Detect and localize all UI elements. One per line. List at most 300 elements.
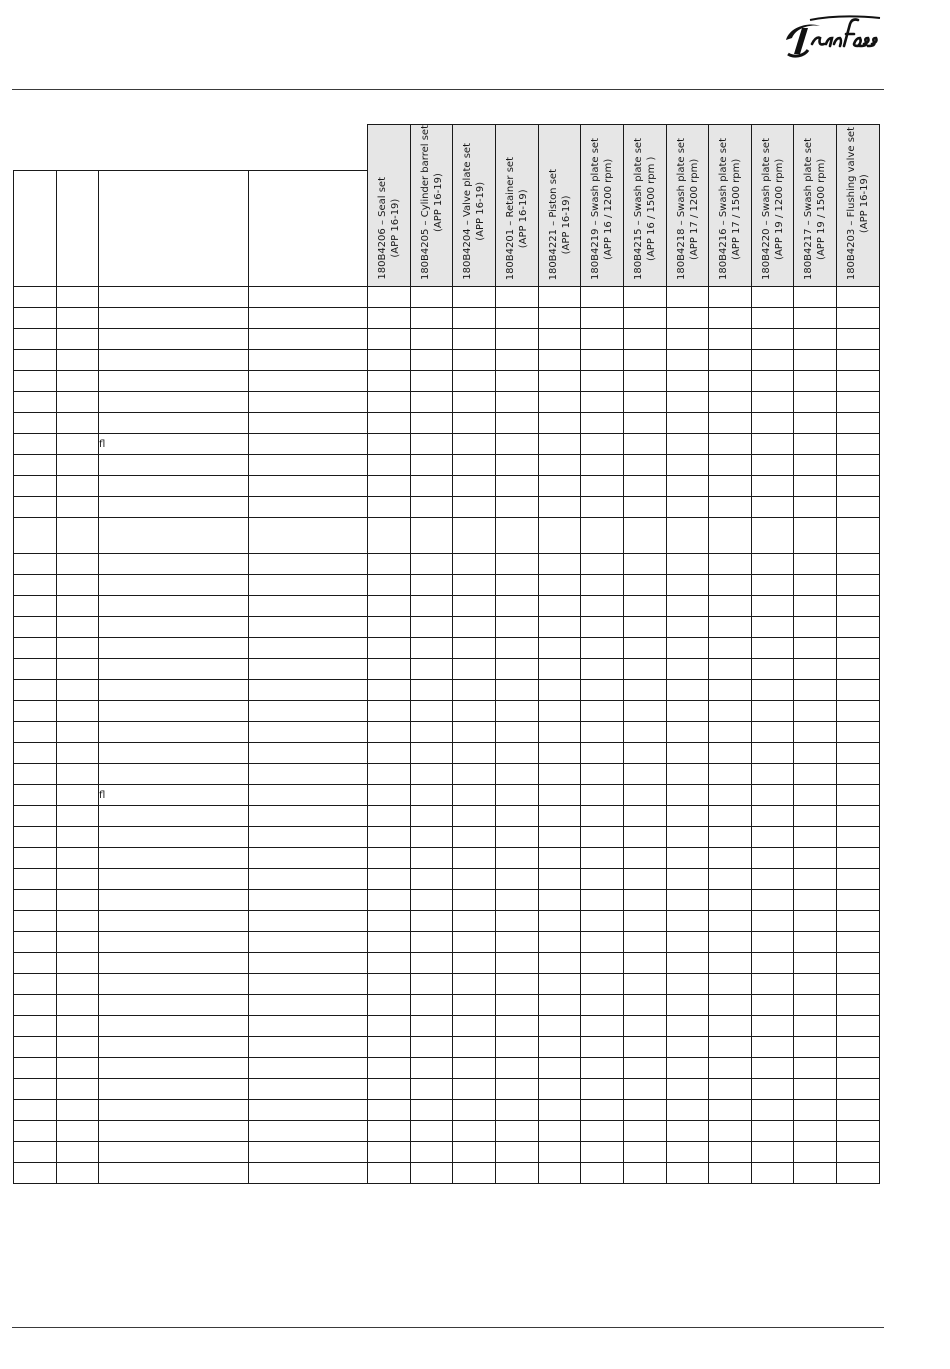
- table-cell: [752, 743, 794, 764]
- table-cell: [539, 701, 581, 722]
- table-cell: [794, 806, 837, 827]
- table-cell: [14, 1058, 57, 1079]
- table-cell: [794, 785, 837, 806]
- table-cell: [368, 617, 411, 638]
- table-cell: [837, 701, 880, 722]
- table-cell: [14, 1100, 57, 1121]
- table-cell: [57, 890, 99, 911]
- table-cell: [368, 848, 411, 869]
- table-cell: [794, 1163, 837, 1184]
- table-cell: [581, 1163, 624, 1184]
- table-cell: [794, 1142, 837, 1163]
- table-cell: [368, 785, 411, 806]
- table-cell: [249, 869, 368, 890]
- table-cell: [709, 518, 752, 554]
- part-description: [99, 554, 249, 575]
- table-cell: [539, 329, 581, 350]
- table-cell: [453, 476, 496, 497]
- part-description: ﬂ: [99, 434, 249, 455]
- table-cell: [57, 596, 99, 617]
- table-cell: [837, 680, 880, 701]
- table-row: [14, 308, 880, 329]
- table-cell: [14, 1121, 57, 1142]
- table-cell: [752, 434, 794, 455]
- table-cell: [794, 890, 837, 911]
- table-cell: [14, 974, 57, 995]
- table-cell: [368, 329, 411, 350]
- table-cell: [667, 287, 709, 308]
- part-description: [99, 455, 249, 476]
- table-cell: [752, 953, 794, 974]
- table-cell: [14, 518, 57, 554]
- table-row: [14, 476, 880, 497]
- table-cell: [57, 743, 99, 764]
- table-row: [14, 827, 880, 848]
- table-cell: [752, 617, 794, 638]
- table-cell: [411, 455, 453, 476]
- table-cell: [496, 785, 539, 806]
- table-cell: [581, 785, 624, 806]
- table-cell: [368, 413, 411, 434]
- table-cell: [624, 455, 667, 476]
- table-cell: [249, 890, 368, 911]
- table-cell: [453, 1163, 496, 1184]
- table-cell: [709, 575, 752, 596]
- table-row: [14, 1163, 880, 1184]
- table-cell: [667, 827, 709, 848]
- table-cell: [837, 764, 880, 785]
- kit-name: 180B4218 – Swash plate set: [675, 138, 687, 281]
- table-cell: [794, 953, 837, 974]
- column-header-cell: [57, 171, 99, 287]
- table-cell: [453, 1058, 496, 1079]
- table-cell: [14, 308, 57, 329]
- table-cell: [752, 1121, 794, 1142]
- table-cell: [496, 743, 539, 764]
- table-cell: [624, 995, 667, 1016]
- table-cell: [249, 953, 368, 974]
- table-cell: [539, 911, 581, 932]
- table-cell: [581, 848, 624, 869]
- table-row: [14, 701, 880, 722]
- table-cell: [14, 764, 57, 785]
- table-cell: [709, 1100, 752, 1121]
- kit-name: 180B4216 – Swash plate set: [718, 138, 729, 281]
- table-row: [14, 659, 880, 680]
- table-cell: [709, 953, 752, 974]
- table-cell: [453, 701, 496, 722]
- table-cell: [624, 329, 667, 350]
- table-cell: [496, 1163, 539, 1184]
- table-cell: [249, 638, 368, 659]
- table-cell: [14, 806, 57, 827]
- table-cell: [411, 1058, 453, 1079]
- table-cell: [752, 827, 794, 848]
- table-cell: [837, 1121, 880, 1142]
- table-cell: [752, 911, 794, 932]
- table-cell: [581, 722, 624, 743]
- table-cell: [794, 995, 837, 1016]
- kit-column-header: [752, 125, 794, 287]
- table-cell: [837, 932, 880, 953]
- table-cell: [709, 413, 752, 434]
- table-cell: [709, 497, 752, 518]
- kit-application: (APP 16 / 1500 rpm ): [646, 156, 657, 262]
- table-cell: [752, 764, 794, 785]
- table-cell: [368, 1121, 411, 1142]
- part-description: [99, 1163, 249, 1184]
- table-cell: [581, 701, 624, 722]
- table-cell: [794, 827, 837, 848]
- table-cell: [539, 743, 581, 764]
- table-row: [14, 1121, 880, 1142]
- table-cell: [539, 1016, 581, 1037]
- table-cell: [496, 680, 539, 701]
- table-cell: [581, 554, 624, 575]
- table-cell: [411, 1100, 453, 1121]
- table-cell: [539, 995, 581, 1016]
- table-cell: [453, 1100, 496, 1121]
- table-cell: [14, 743, 57, 764]
- table-cell: [667, 518, 709, 554]
- table-cell: [496, 350, 539, 371]
- table-cell: [368, 1079, 411, 1100]
- table-row: [14, 434, 880, 455]
- kit-column-header: [667, 125, 709, 287]
- table-cell: [453, 1079, 496, 1100]
- table-cell: [667, 890, 709, 911]
- table-cell: [837, 575, 880, 596]
- table-cell: [57, 617, 99, 638]
- table-row: [14, 911, 880, 932]
- table-row: [14, 497, 880, 518]
- table-cell: [57, 1163, 99, 1184]
- table-cell: [709, 617, 752, 638]
- table-cell: [411, 995, 453, 1016]
- table-cell: [249, 785, 368, 806]
- table-row: [14, 680, 880, 701]
- part-description: [99, 596, 249, 617]
- table-cell: [411, 371, 453, 392]
- table-cell: [752, 371, 794, 392]
- part-description: [99, 827, 249, 848]
- table-cell: [837, 287, 880, 308]
- table-cell: [368, 476, 411, 497]
- table-cell: [667, 764, 709, 785]
- table-cell: [57, 974, 99, 995]
- table-row: [14, 329, 880, 350]
- table-cell: [624, 350, 667, 371]
- table-cell: [752, 1163, 794, 1184]
- table-cell: [57, 413, 99, 434]
- table-cell: [14, 869, 57, 890]
- table-cell: [57, 554, 99, 575]
- table-cell: [249, 434, 368, 455]
- table-cell: [837, 596, 880, 617]
- table-cell: [624, 392, 667, 413]
- kit-column-header: [411, 125, 453, 287]
- table-cell: [249, 350, 368, 371]
- table-cell: [794, 497, 837, 518]
- table-cell: [667, 1142, 709, 1163]
- footer-rule: [12, 1327, 884, 1328]
- table-cell: [57, 869, 99, 890]
- kit-label: [717, 138, 743, 280]
- column-header-cell: [99, 171, 249, 287]
- table-cell: [453, 617, 496, 638]
- table-cell: [368, 638, 411, 659]
- table-cell: [249, 1016, 368, 1037]
- table-row: [14, 638, 880, 659]
- table-cell: [496, 1037, 539, 1058]
- table-cell: [624, 1037, 667, 1058]
- table-cell: [624, 1100, 667, 1121]
- table-cell: [624, 575, 667, 596]
- kit-application: (APP 16-19): [518, 188, 529, 248]
- table-cell: [496, 434, 539, 455]
- table-cell: [752, 308, 794, 329]
- kit-label: [419, 125, 445, 280]
- table-cell: [837, 497, 880, 518]
- kit-column-header: [453, 125, 496, 287]
- table-cell: [624, 596, 667, 617]
- table-cell: [624, 869, 667, 890]
- part-description: [99, 911, 249, 932]
- table-cell: [249, 743, 368, 764]
- spare-parts-table: [13, 124, 880, 1184]
- table-cell: [709, 287, 752, 308]
- table-cell: [709, 1079, 752, 1100]
- table-row: [14, 995, 880, 1016]
- table-cell: [667, 953, 709, 974]
- table-cell: [837, 1037, 880, 1058]
- table-cell: [14, 638, 57, 659]
- table-cell: [837, 890, 880, 911]
- table-cell: [411, 827, 453, 848]
- part-description: [99, 1058, 249, 1079]
- part-description: [99, 806, 249, 827]
- table-cell: [496, 455, 539, 476]
- table-cell: [14, 827, 57, 848]
- table-cell: [14, 848, 57, 869]
- table-cell: [709, 329, 752, 350]
- table-cell: [57, 434, 99, 455]
- table-cell: [752, 638, 794, 659]
- column-header-cell: [249, 171, 368, 287]
- table-cell: [581, 911, 624, 932]
- table-cell: [624, 434, 667, 455]
- table-cell: [411, 596, 453, 617]
- table-cell: [752, 659, 794, 680]
- table-cell: [667, 455, 709, 476]
- table-cell: [57, 350, 99, 371]
- table-cell: [709, 827, 752, 848]
- table-row: [14, 1058, 880, 1079]
- table-cell: [581, 476, 624, 497]
- part-description: [99, 680, 249, 701]
- table-cell: [57, 308, 99, 329]
- table-cell: [249, 1058, 368, 1079]
- table-cell: [794, 722, 837, 743]
- table-cell: [453, 680, 496, 701]
- table-cell: [411, 659, 453, 680]
- table-cell: [752, 701, 794, 722]
- table-cell: [14, 617, 57, 638]
- table-cell: [453, 848, 496, 869]
- table-cell: [539, 974, 581, 995]
- table-cell: [368, 701, 411, 722]
- table-cell: [57, 1100, 99, 1121]
- table-cell: [249, 680, 368, 701]
- table-cell: [667, 995, 709, 1016]
- part-description: [99, 518, 249, 554]
- table-cell: [581, 350, 624, 371]
- table-cell: [14, 1142, 57, 1163]
- table-cell: [57, 659, 99, 680]
- table-cell: [837, 974, 880, 995]
- table-cell: [624, 722, 667, 743]
- table-cell: [249, 476, 368, 497]
- part-description: [99, 638, 249, 659]
- table-cell: [539, 434, 581, 455]
- table-cell: [57, 848, 99, 869]
- table-cell: [453, 722, 496, 743]
- table-cell: [368, 1016, 411, 1037]
- table-cell: [14, 350, 57, 371]
- table-cell: [837, 953, 880, 974]
- part-description: [99, 974, 249, 995]
- table-cell: [249, 974, 368, 995]
- table-cell: [496, 995, 539, 1016]
- table-cell: [57, 329, 99, 350]
- table-cell: [709, 350, 752, 371]
- table-cell: [624, 701, 667, 722]
- table-cell: [752, 329, 794, 350]
- kit-label: [504, 157, 530, 280]
- table-cell: [496, 1016, 539, 1037]
- table-row: [14, 722, 880, 743]
- table-cell: [14, 554, 57, 575]
- column-header-cell: [14, 171, 57, 287]
- table-cell: [581, 518, 624, 554]
- table-cell: [667, 974, 709, 995]
- table-cell: [411, 1163, 453, 1184]
- table-cell: [709, 785, 752, 806]
- table-row: [14, 617, 880, 638]
- table-cell: [667, 1058, 709, 1079]
- table-cell: [249, 1121, 368, 1142]
- table-cell: [249, 413, 368, 434]
- table-cell: [667, 1079, 709, 1100]
- kit-application: (APP 19 / 1200 rpm): [773, 158, 785, 260]
- table-cell: [794, 974, 837, 995]
- table-cell: [411, 1142, 453, 1163]
- table-cell: [581, 1100, 624, 1121]
- table-cell: [453, 638, 496, 659]
- table-cell: [411, 1016, 453, 1037]
- kit-application: (APP 19 / 1500 rpm): [816, 158, 827, 260]
- table-row: [14, 869, 880, 890]
- table-cell: [57, 392, 99, 413]
- table-cell: [667, 932, 709, 953]
- table-cell: [57, 911, 99, 932]
- table-cell: [411, 680, 453, 701]
- table-cell: [837, 638, 880, 659]
- table-cell: [453, 1037, 496, 1058]
- table-cell: [411, 869, 453, 890]
- kit-application: (APP 16 / 1200 rpm): [603, 158, 614, 260]
- table-cell: [667, 1100, 709, 1121]
- table-cell: [794, 932, 837, 953]
- kit-name: 180B4205 – Cylinder barrel set: [419, 125, 431, 281]
- table-cell: [368, 764, 411, 785]
- table-cell: [752, 932, 794, 953]
- table-cell: [709, 1163, 752, 1184]
- table-cell: [581, 413, 624, 434]
- table-cell: [57, 932, 99, 953]
- table-cell: [581, 806, 624, 827]
- table-cell: [581, 287, 624, 308]
- table-cell: [794, 701, 837, 722]
- kit-name: 180B4217 – Swash plate set: [803, 138, 814, 281]
- table-cell: [794, 1079, 837, 1100]
- table-cell: [249, 764, 368, 785]
- table-cell: [411, 848, 453, 869]
- table-cell: [624, 638, 667, 659]
- table-cell: [57, 827, 99, 848]
- table-cell: [539, 287, 581, 308]
- part-description: [99, 764, 249, 785]
- table-cell: [667, 701, 709, 722]
- table-cell: [752, 455, 794, 476]
- kit-column-header: [496, 125, 539, 287]
- table-cell: [411, 497, 453, 518]
- table-cell: [496, 617, 539, 638]
- table-cell: [837, 911, 880, 932]
- table-cell: [837, 1058, 880, 1079]
- table-cell: [794, 1121, 837, 1142]
- table-cell: [837, 869, 880, 890]
- table-cell: [837, 413, 880, 434]
- table-cell: [709, 434, 752, 455]
- part-description: [99, 995, 249, 1016]
- kit-application: (APP 16-19): [432, 173, 444, 232]
- table-cell: [667, 617, 709, 638]
- table-cell: [794, 596, 837, 617]
- part-description: [99, 308, 249, 329]
- table-cell: [624, 848, 667, 869]
- table-cell: [14, 932, 57, 953]
- table-cell: [57, 638, 99, 659]
- table-cell: [581, 974, 624, 995]
- table-cell: [709, 995, 752, 1016]
- table-cell: [624, 785, 667, 806]
- part-description: [99, 413, 249, 434]
- table-cell: [368, 869, 411, 890]
- table-cell: [453, 890, 496, 911]
- table-cell: [453, 455, 496, 476]
- table-cell: [667, 596, 709, 617]
- table-cell: [837, 1163, 880, 1184]
- table-cell: [496, 1100, 539, 1121]
- table-cell: [752, 413, 794, 434]
- table-cell: [794, 911, 837, 932]
- table-cell: [752, 497, 794, 518]
- table-cell: [57, 1058, 99, 1079]
- table-cell: [453, 350, 496, 371]
- table-cell: [752, 575, 794, 596]
- table-cell: [624, 743, 667, 764]
